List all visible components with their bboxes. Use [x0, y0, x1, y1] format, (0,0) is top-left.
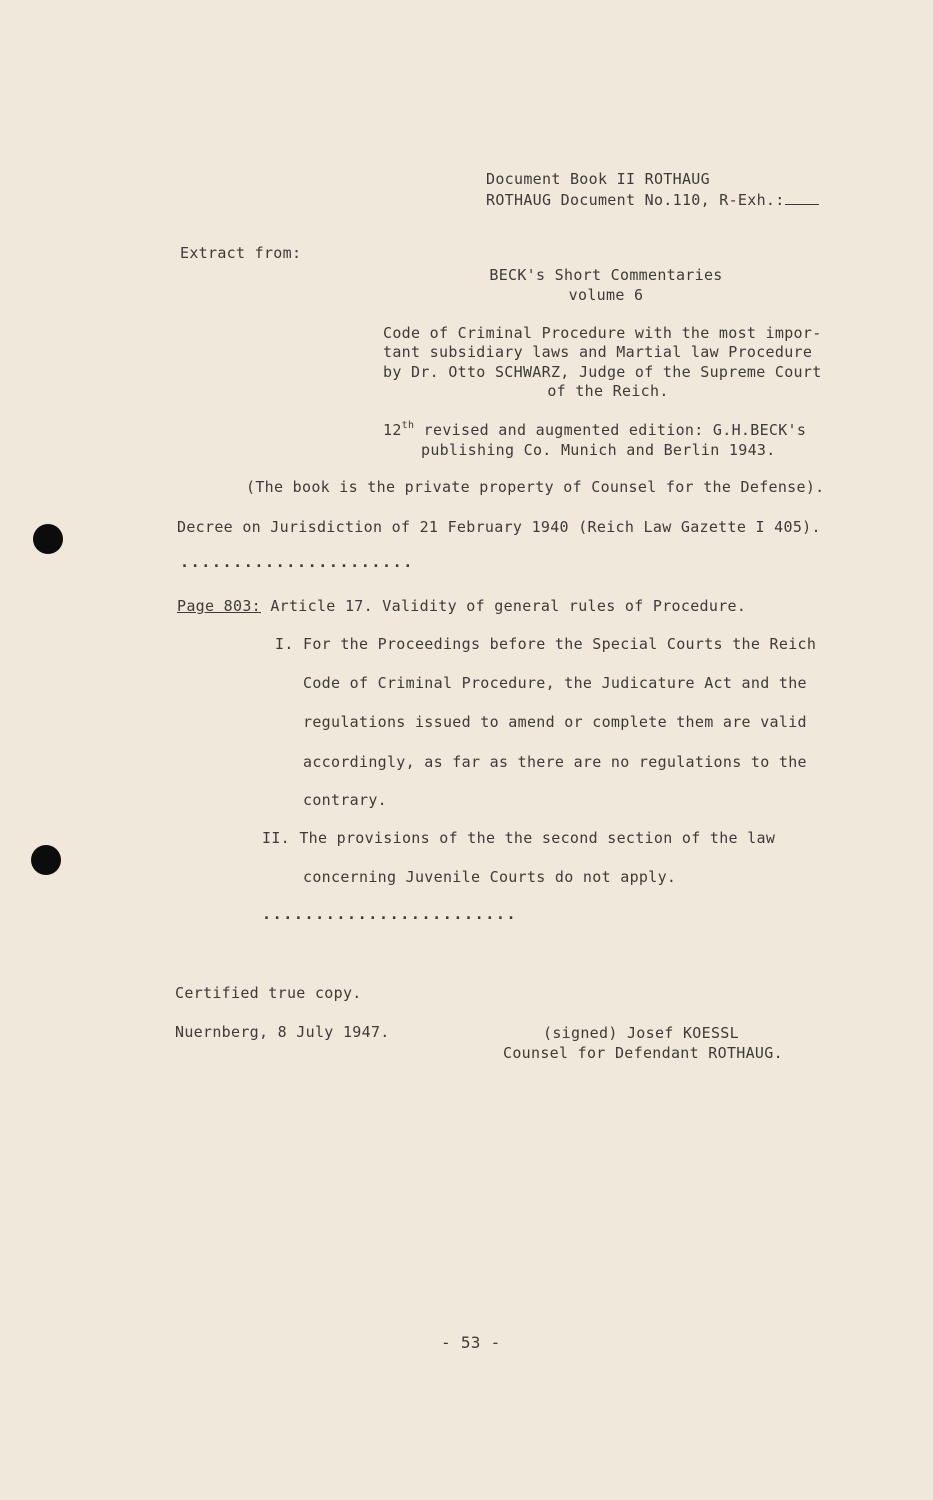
source-description-line: by Dr. Otto SCHWARZ, Judge of the Supreme Court	[383, 363, 822, 381]
article-heading: Page 803: Article 17. Validity of general rules of Procedure.	[177, 597, 747, 615]
paragraph-1-line: Code of Criminal Procedure, the Judicature Act and the	[303, 674, 807, 692]
source-title: BECK's Short Commentaries	[489, 266, 723, 284]
header-line-1: Document Book II ROTHAUG	[486, 170, 710, 188]
source-volume: volume 6	[568, 286, 644, 304]
edition-line-2: publishing Co. Munich and Berlin 1943.	[421, 441, 776, 459]
paragraph-1-line: regulations issued to amend or complete them are valid	[303, 713, 807, 731]
paragraph-1-line: accordingly, as far as there are no regulations to the	[303, 753, 807, 771]
separator-dots: ........................	[262, 905, 518, 923]
exhibit-blank	[785, 190, 819, 205]
signature-title: Counsel for Defendant ROTHAUG.	[503, 1044, 783, 1062]
paragraph-2-line: concerning Juvenile Courts do not apply.	[303, 868, 677, 886]
signature-line: (signed) Josef KOESSL	[543, 1024, 739, 1042]
page-reference: Page 803:	[177, 597, 261, 615]
private-property-note: (The book is the private property of Counsel for the Defense).	[246, 478, 825, 496]
page-number: - 53 -	[441, 1333, 501, 1352]
paragraph-1-line: contrary.	[303, 791, 387, 809]
punch-hole	[31, 845, 61, 875]
punch-hole	[33, 524, 63, 554]
decree-title: Decree on Jurisdiction of 21 February 1940 (Reich Law Gazette I 405).	[177, 518, 821, 536]
place-date: Nuernberg, 8 July 1947.	[175, 1023, 390, 1041]
source-description-line: Code of Criminal Procedure with the most impor-	[383, 324, 822, 342]
extract-label: Extract from:	[180, 244, 302, 262]
paragraph-1-line: I. For the Proceedings before the Special Courts the Reich	[275, 635, 817, 653]
paragraph-2-line: II. The provisions of the the second section of the law	[262, 829, 776, 847]
source-description-line: of the Reich.	[547, 382, 669, 400]
separator-dots: ......................	[180, 553, 414, 571]
source-description-line: tant subsidiary laws and Martial law Procedure	[383, 343, 813, 361]
certified-text: Certified true copy.	[175, 984, 362, 1002]
edition-line-1: 12th revised and augmented edition: G.H.BECK's	[383, 420, 807, 439]
header-line-2: ROTHAUG Document No.110, R-Exh.:	[486, 190, 819, 210]
